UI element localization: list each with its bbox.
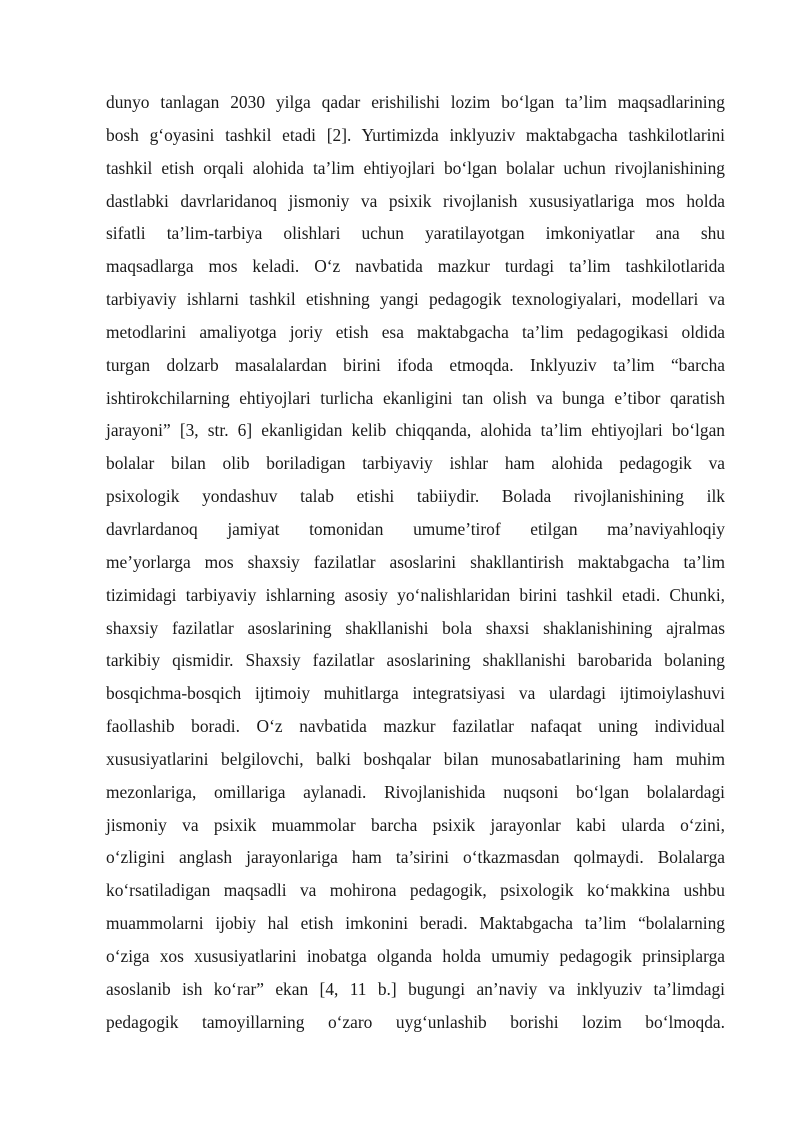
text-line: faollashib boradi. O‘z navbatida mazkur fazilatlar nafaqat uning individual bbox=[106, 716, 725, 737]
text-line: mezonlariga, omillariga aylanadi. Rivojlanishida nuqsoni bo‘lgan bolalardagi bbox=[106, 781, 725, 802]
text-line: me’yorlarga mos shaxsiy fazilatlar asoslarini shakllantirish maktabgacha ta’lim bbox=[106, 551, 725, 572]
text-line: xususiyatlarini belgilovchi, balki boshqalar bilan munosabatlarining ham muhim bbox=[106, 748, 725, 769]
text-line: pedagogik tamoyillarning o‘zaro uyg‘unlashib borishi lozim bo‘lmoqda. bbox=[106, 1011, 725, 1032]
text-line: bosh g‘oyasini tashkil etadi [2]. Yurtimizda inklyuziv maktabgacha tashkilotlarini bbox=[106, 124, 725, 145]
text-line: davrlardanoq jamiyat tomonidan umume’tirof etilgan ma’naviyahloqiy bbox=[106, 518, 725, 539]
text-line: ko‘rsatiladigan maqsadli va mohirona pedagogik, psixologik ko‘makkina ushbu bbox=[106, 880, 725, 901]
text-line: jarayoni” [3, str. 6] ekanligidan kelib chiqqanda, alohida ta’lim ehtiyojlari bo‘lgan bbox=[106, 420, 725, 441]
text-line: bosqichma-bosqich ijtimoiy muhitlarga integratsiyasi va ulardagi ijtimoiylashuvi bbox=[106, 683, 725, 704]
text-line: psixologik yondashuv talab etishi tabiiydir. Bolada rivojlanishining ilk bbox=[106, 486, 725, 507]
text-line: tizimidagi tarbiyaviy ishlarning asosiy yo‘nalishlaridan birini tashkil etadi. Chunki, bbox=[106, 584, 725, 605]
text-line: tarkibiy qismidir. Shaxsiy fazilatlar asoslarining shakllanishi barobarida bolaning bbox=[106, 650, 725, 671]
text-line: tarbiyaviy ishlarni tashkil etishning yangi pedagogik texnologiyalari, modellari va bbox=[106, 289, 725, 310]
text-line: asoslanib ish ko‘rar” ekan [4, 11 b.] bugungi an’naviy va inklyuziv ta’limdagi bbox=[106, 978, 725, 999]
text-line: dunyo tanlagan 2030 yilga qadar erishilishi lozim bo‘lgan ta’lim maqsadlarining bbox=[106, 92, 725, 112]
text-line: turgan dolzarb masalalardan birini ifoda etmoqda. Inklyuziv ta’lim “barcha bbox=[106, 354, 725, 375]
text-line: dastlabki davrlaridanoq jismoniy va psixik rivojlanish xususiyatlariga mos holda bbox=[106, 190, 725, 211]
text-line: metodlarini amaliyotga joriy etish esa maktabgacha ta’lim pedagogikasi oldida bbox=[106, 321, 725, 342]
text-line: sifatli ta’lim-tarbiya olishlari uchun yaratilayotgan imkoniyatlar ana shu bbox=[106, 223, 725, 244]
text-line: tashkil etish orqali alohida ta’lim ehtiyojlari bo‘lgan bolalar uchun rivojlanishining bbox=[106, 157, 725, 178]
body-paragraph bbox=[106, 86, 725, 1038]
text-line: bolalar bilan olib boriladigan tarbiyaviy ishlar ham alohida pedagogik va bbox=[106, 453, 725, 474]
text-line: o‘zligini anglash jarayonlariga ham ta’sirini o‘tkazmasdan qolmaydi. Bolalarga bbox=[106, 847, 725, 868]
text-line: jismoniy va psixik muammolar barcha psixik jarayonlar kabi ularda o‘zini, bbox=[106, 814, 725, 835]
text-line: o‘ziga xos xususiyatlarini inobatga olganda holda umumiy pedagogik prinsiplarga bbox=[106, 945, 725, 966]
text-line: muammolarni ijobiy hal etish imkonini beradi. Maktabgacha ta’lim “bolalarning bbox=[106, 913, 725, 934]
text-line: maqsadlarga mos keladi. O‘z navbatida mazkur turdagi ta’lim tashkilotlarida bbox=[106, 256, 725, 277]
text-line: shaxsiy fazilatlar asoslarining shakllanishi bola shaxsi shaklanishining ajralmas bbox=[106, 617, 725, 638]
text-line: ishtirokchilarning ehtiyojlari turlicha ekanligini tan olish va bunga e’tibor qaratish bbox=[106, 387, 725, 408]
